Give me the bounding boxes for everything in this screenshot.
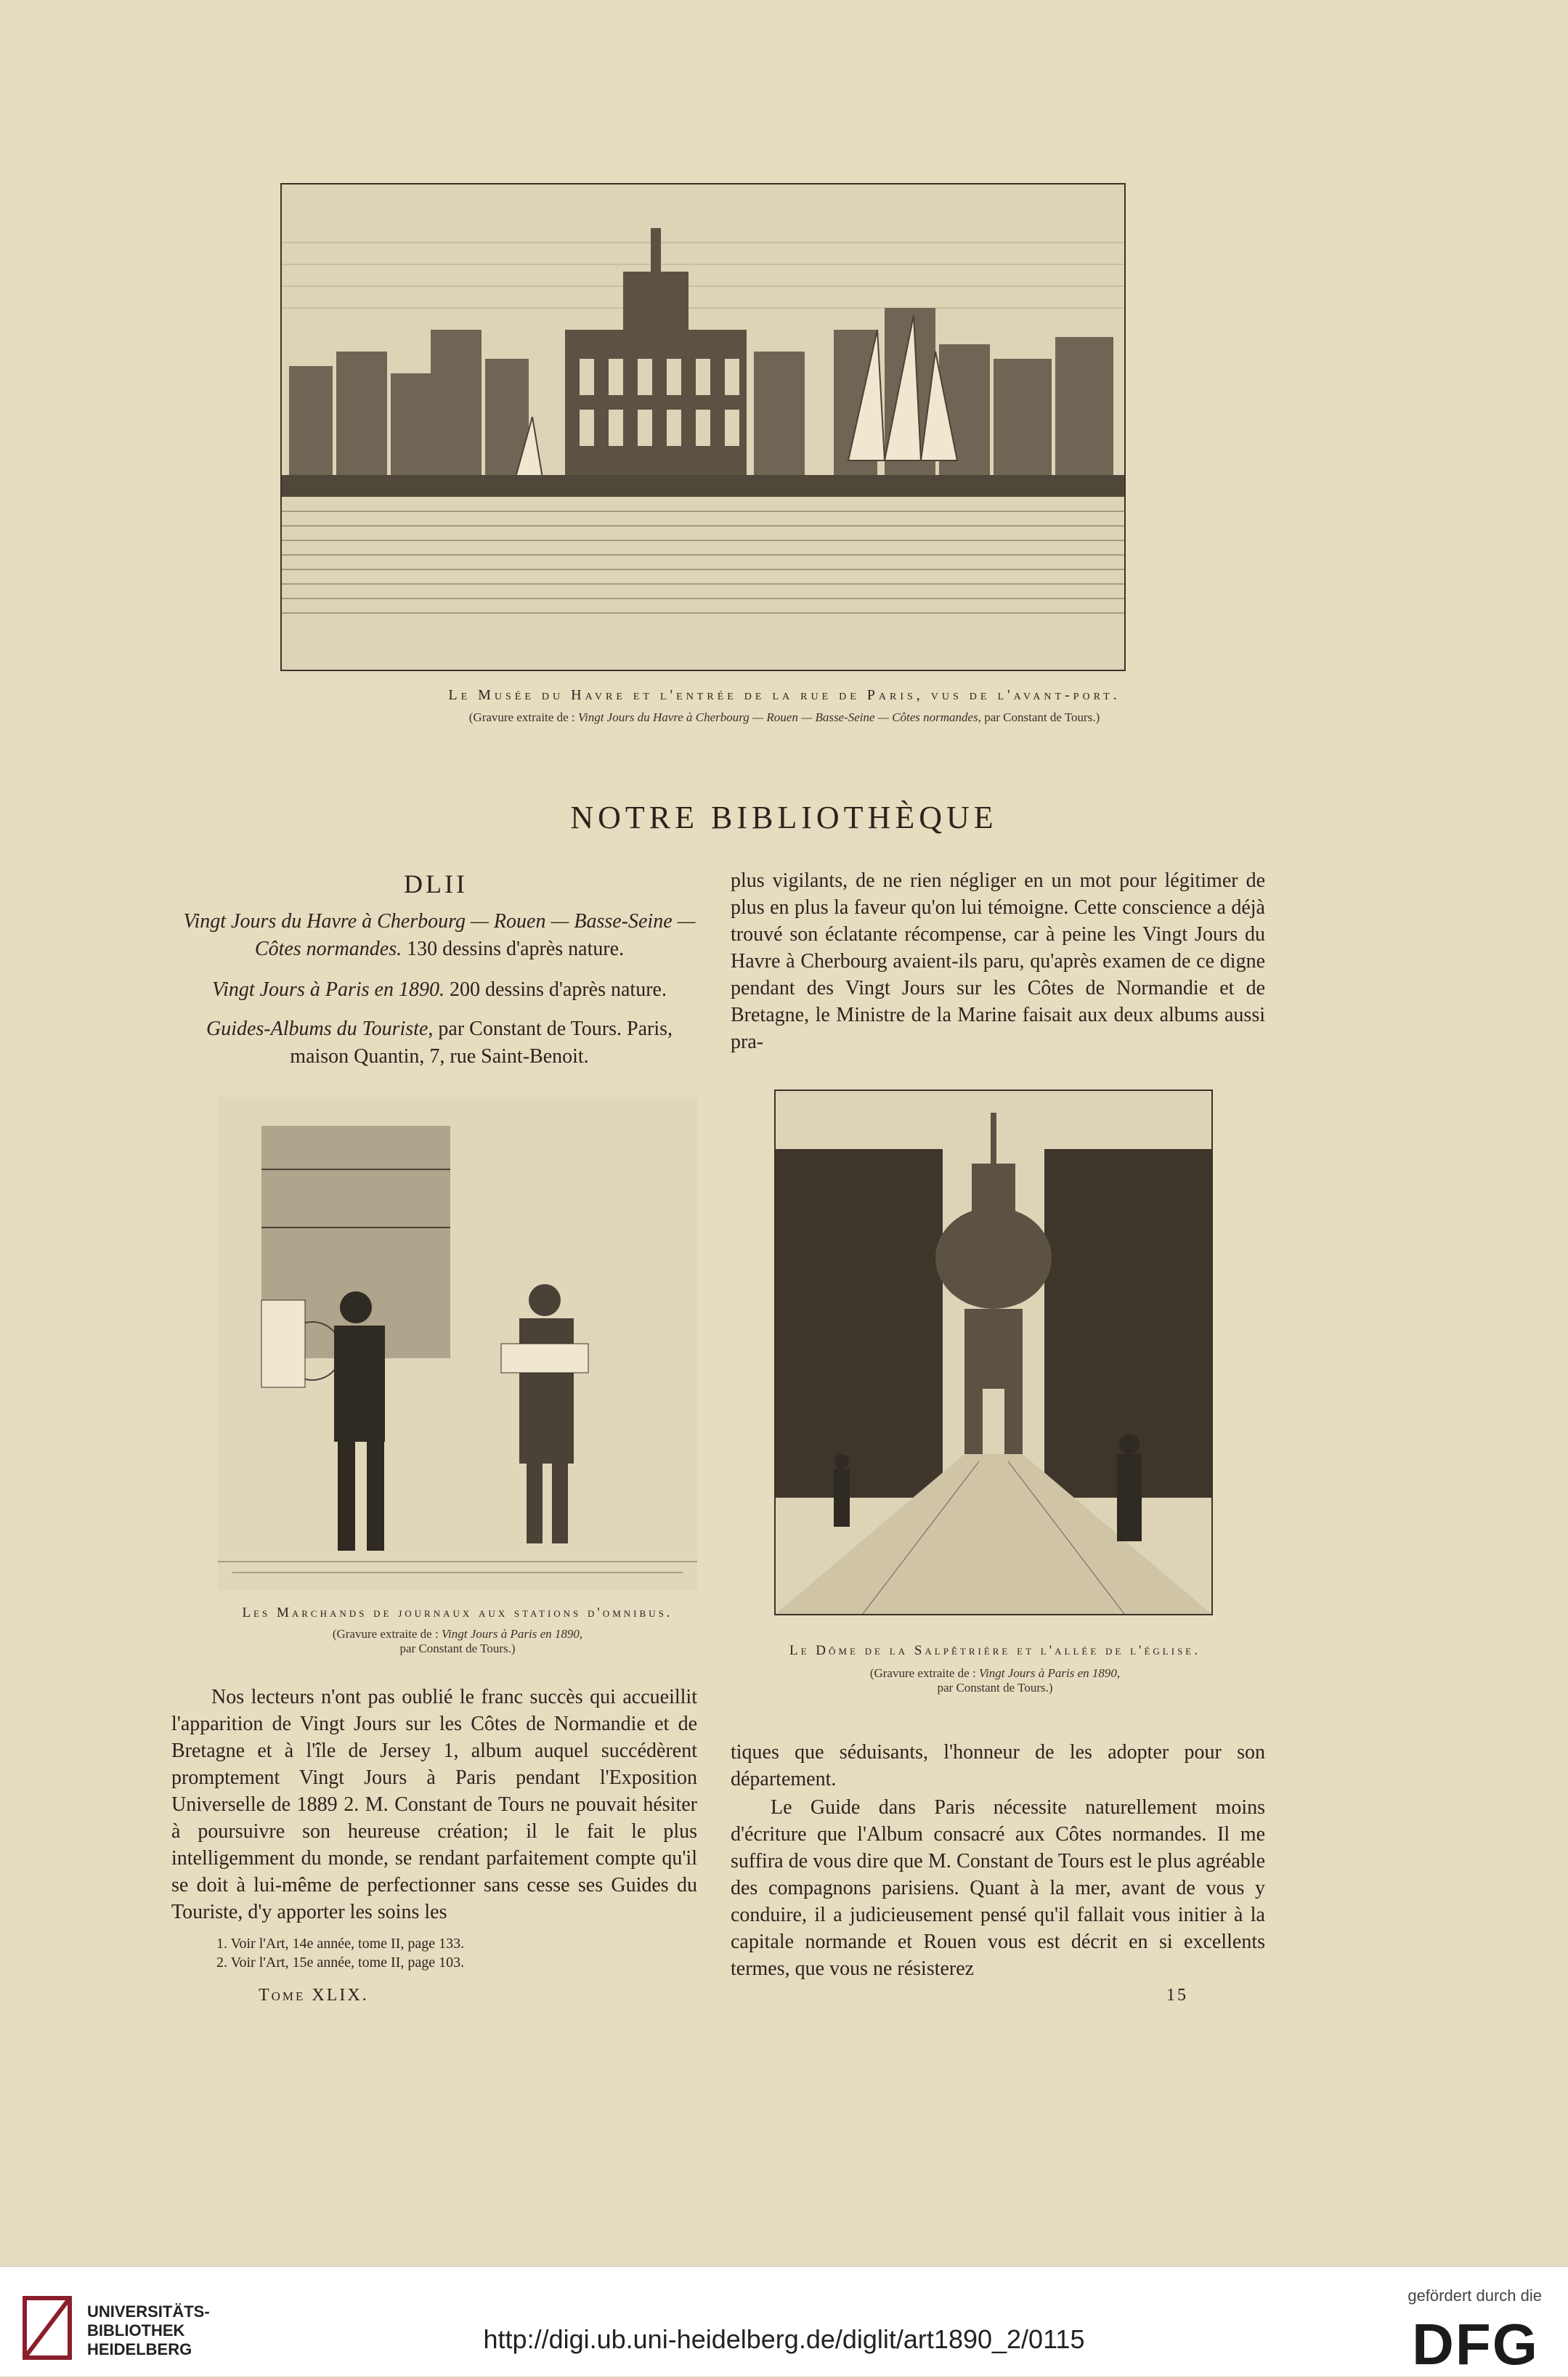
bib-3-title: Guides-Albums du Touriste (206, 1018, 428, 1040)
left-figure-source-line2: par Constant de Tours.) (399, 1642, 516, 1655)
salpetriere-engraving (774, 1089, 1213, 1615)
right-column-top-text: plus vigilants, de ne rien négliger en un mot pour légitimer de plus en plus la faveur qu'on lui témoigne. Cette conscience a déjà trouvé son éclatante récompense, car à peine les Vingt Jours du Havre à Cherbourg avaient-ils paru, qu'après examen de ce digne pendant des Vingt Jours sur les Côtes de Normandie et de Bretagne, le Ministre de la Marine faisait aux deux albums aussi pra- (731, 869, 1265, 1053)
top-figure-source-title: Vingt Jours du Havre à Cherbourg — Rouen — Basse-Seine — Côtes normandes (577, 710, 978, 724)
harbour-engraving (280, 183, 1126, 671)
footnote-1: 1. Voir l'Art, 14e année, tome II, page 133. (216, 1936, 465, 1952)
bibliography-entry-1 (182, 908, 697, 963)
bib-2-title: Vingt Jours à Paris en 1890. (212, 978, 444, 1001)
salpetriere-illustration (776, 1091, 1211, 1614)
left-figure-source-suffix: , (579, 1627, 583, 1641)
bibliography-entry-3 (182, 1015, 697, 1071)
digitization-footer (0, 2266, 1568, 2377)
top-figure-caption: Le Musée du Havre et l'entrée de la rue de Paris, vus de l'avant-port. (448, 687, 1121, 703)
right-figure-source (712, 1666, 1278, 1695)
left-column-bottom-text: Nos lecteurs n'ont pas oublié le franc succès qui accueillit l'apparition de Vingt Jours sur les Côtes de Normandie et de Bretagne et à l'île de Jersey 1, album auquel succédèrent promptement Vingt Jours à Paris pendant l'Exposition Universelle de 1889 2. M. Constant de Tours ne pouvait hésiter à poursuivre son heureuse création; il le fait le plus intelligemment du monde, se rendant parfaitement compte qu'il se doit à lui-même de perfectionner sans cesse ses Guides du Touriste, d'y apporter les soins les (171, 1686, 697, 1923)
source-url-link[interactable]: http://digi.ub.uni-heidelberg.de/diglit/art1890_2/0115 (483, 2324, 1085, 2354)
left-figure-source-prefix: (Gravure extraite de : (332, 1627, 442, 1641)
university-name-line-2: BIBLIOTHEK (87, 2321, 185, 2340)
volume-folio: Tome XLIX. (259, 1986, 369, 2005)
footnote-2: 2. Voir l'Art, 15e année, tome II, page 103. (216, 1955, 465, 1971)
dfg-logo: DFG (1412, 2312, 1539, 2377)
bibliography-entry-2 (182, 976, 697, 1004)
right-figure-source-line2: par Constant de Tours.) (937, 1681, 1053, 1695)
top-figure-source (218, 710, 1351, 725)
section-number: DLII (404, 869, 468, 898)
page-title: NOTRE BIBLIOTHÈQUE (570, 800, 998, 835)
left-figure-source-title: Vingt Jours à Paris en 1890 (441, 1627, 580, 1641)
bib-3-rest: , par Constant de Tours. Paris, maison Quantin, 7, rue Saint-Benoit. (290, 1018, 673, 1068)
university-name-line-1: UNIVERSITÄTS- (87, 2302, 210, 2321)
bib-2-rest: 200 dessins d'après nature. (444, 978, 667, 1001)
newspaper-vendors-engraving (218, 1097, 697, 1591)
bib-1-rest: 130 dessins d'après nature. (402, 938, 625, 960)
page-number: 15 (1166, 1986, 1188, 2005)
left-figure-source (167, 1627, 748, 1656)
university-name-line-3: HEIDELBERG (87, 2340, 192, 2358)
bib-1-title: Vingt Jours du Havre à Cherbourg — Rouen — Basse-Seine — Côtes normandes. (183, 910, 696, 960)
harbour-illustration (282, 184, 1124, 670)
right-figure-source-prefix: (Gravure extraite de : (869, 1666, 979, 1680)
top-figure-source-suffix: , par Constant de Tours.) (978, 710, 1100, 724)
funded-by-label: gefördert durch die (1407, 2286, 1542, 2305)
right-figure-source-title: Vingt Jours à Paris en 1890 (978, 1666, 1117, 1680)
right-figure-caption: Le Dôme de la Salpêtrière et l'allée de l'église. (789, 1643, 1201, 1658)
right-figure-source-suffix: , (1116, 1666, 1121, 1680)
left-figure-caption: Les Marchands de journaux aux stations d'omnibus. (242, 1605, 673, 1620)
newspaper-vendors-illustration (218, 1097, 697, 1591)
right-column-bottom-text-2: Le Guide dans Paris nécessite naturellement moins d'écriture que l'Album consacré aux Côtes normandes. Il me suffira de vous dire que M. Constant de Tours est le plus agréable des compagnons parisiens. Quant à la mer, avant de vous y conduire, il a judicieusement pensé qu'il fallait vous initier à la capitale normande et Rouen vous est décrit en si excellents termes, que vous ne résisterez (731, 1796, 1265, 1980)
top-figure-source-prefix: (Gravure extraite de : (468, 710, 578, 724)
right-column-bottom-text-1: tiques que séduisants, l'honneur de les adopter pour son département. (731, 1741, 1265, 1790)
